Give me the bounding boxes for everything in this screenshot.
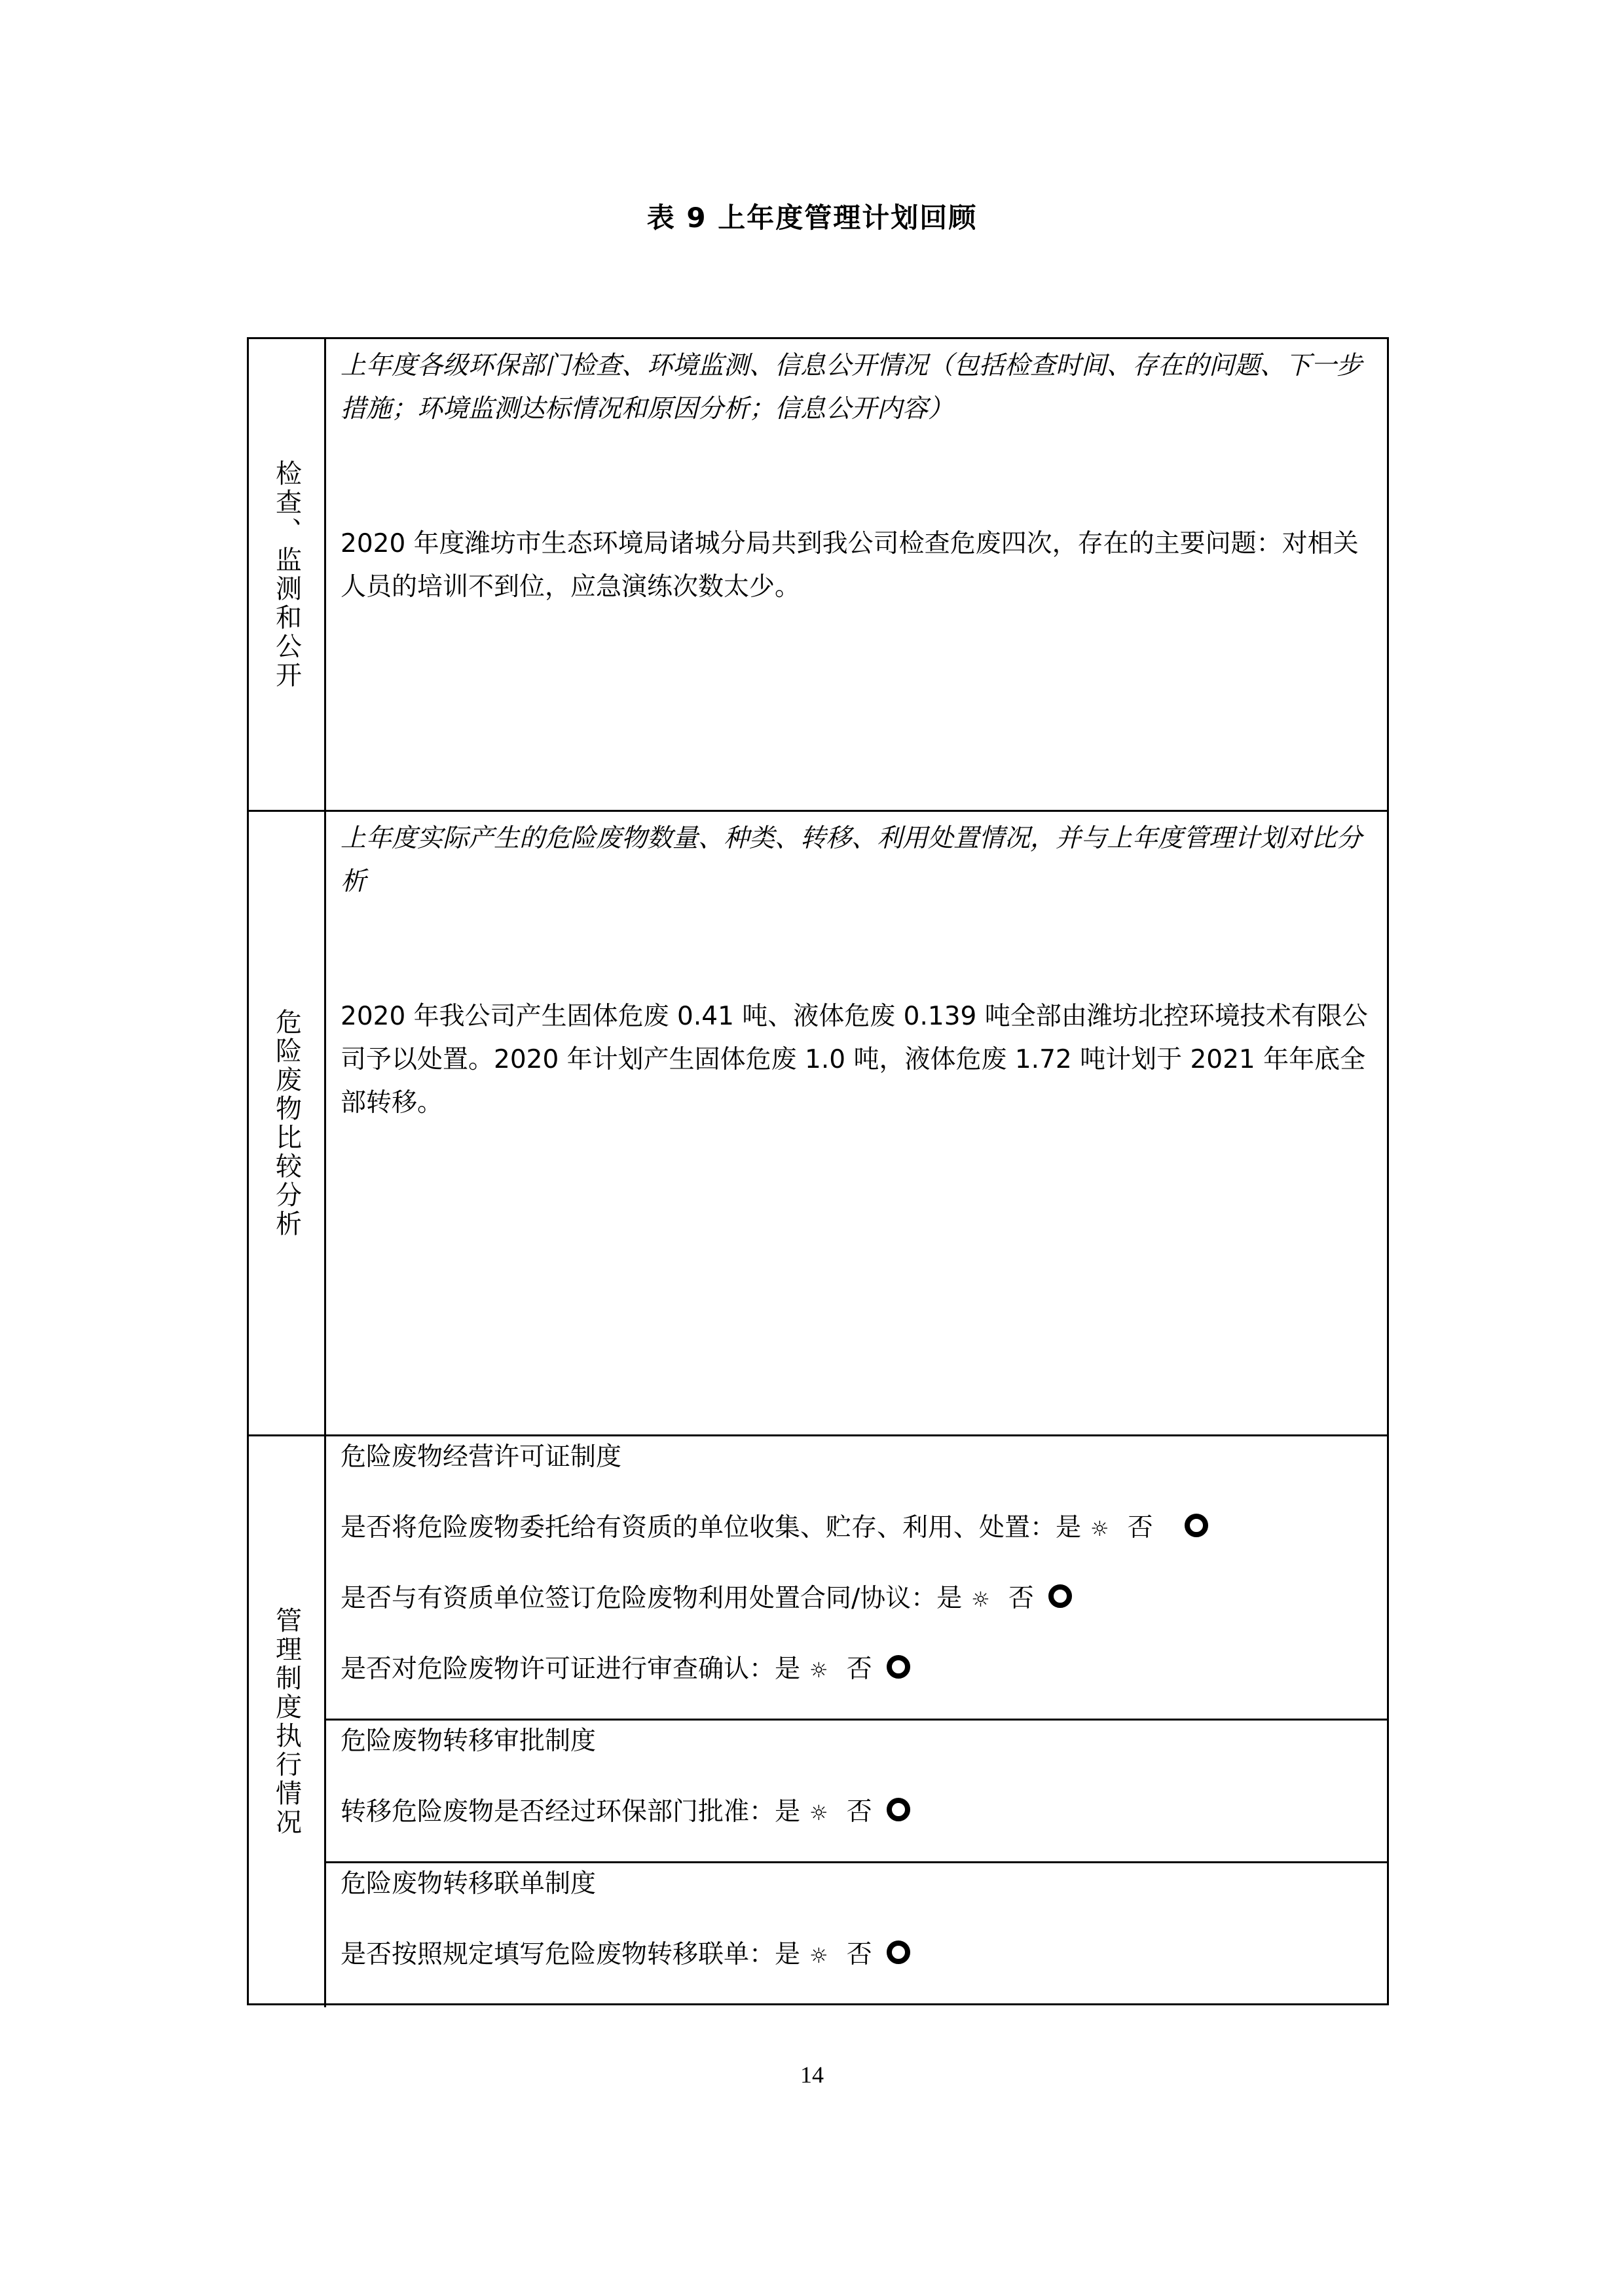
question-line <box>341 1937 1373 1974</box>
question-text: 是否对危险废物许可证进行审查确认： <box>341 1654 775 1684</box>
open-circle-icon[interactable]: ☼ <box>809 1943 828 1968</box>
open-circle-icon[interactable]: ☼ <box>809 1800 828 1825</box>
subsection-heading: 危险废物经营许可证制度 <box>341 1442 622 1472</box>
page-number: 14 <box>800 2062 824 2088</box>
filled-circle-icon[interactable] <box>887 1655 910 1679</box>
table-row <box>249 1436 1387 2007</box>
yes-label: 是 <box>936 1584 963 1613</box>
no-label: 否 <box>1008 1584 1034 1613</box>
section-prompt: 上年度实际产生的危险废物数量、种类、转移、利用处置情况，并与上年度管理计划对比分析 <box>341 824 1363 896</box>
subsection-license <box>326 1436 1387 1721</box>
yes-label: 是 <box>775 1940 801 1969</box>
filled-circle-icon[interactable] <box>1185 1514 1208 1537</box>
filled-circle-icon[interactable] <box>1048 1584 1072 1608</box>
question-line <box>341 1794 1373 1831</box>
table-row <box>249 339 1387 812</box>
filled-circle-icon[interactable] <box>887 1798 910 1821</box>
question-line <box>341 1651 1373 1688</box>
question-text: 是否将危险废物委托给有资质的单位收集、贮存、利用、处置： <box>341 1513 1056 1542</box>
no-label: 否 <box>846 1797 872 1827</box>
subsection-heading: 危险废物转移审批制度 <box>341 1726 597 1756</box>
question-text: 转移危险废物是否经过环保部门批准： <box>341 1797 775 1827</box>
no-label: 否 <box>846 1654 872 1684</box>
open-circle-icon[interactable]: ☼ <box>971 1587 990 1612</box>
question-line <box>341 1580 1373 1618</box>
subsection-transfer-approval <box>326 1721 1387 1863</box>
question-text: 是否与有资质单位签订危险废物利用处置合同/协议： <box>341 1584 937 1613</box>
question-text: 是否按照规定填写危险废物转移联单： <box>341 1940 775 1969</box>
row-label: 危险废物比较分析 <box>271 1008 302 1239</box>
open-circle-icon[interactable]: ☼ <box>1090 1516 1109 1541</box>
row-content-cell <box>326 339 1387 810</box>
no-label: 否 <box>846 1940 872 1969</box>
table-title: 表 9 上年度管理计划回顾 <box>646 202 978 234</box>
row-content-cell <box>326 1436 1387 2007</box>
open-circle-icon[interactable]: ☼ <box>809 1658 828 1683</box>
no-label: 否 <box>1127 1513 1153 1542</box>
row-label-cell <box>249 1436 326 2007</box>
section-prompt: 上年度各级环保部门检查、环境监测、信息公开情况（包括检查时间、存在的问题、下一步措施；环境监测达标情况和原因分析；信息公开内容） <box>341 351 1363 424</box>
row-label: 检查、监测和公开 <box>271 459 302 690</box>
subsection-heading: 危险废物转移联单制度 <box>341 1869 597 1899</box>
subsection-transfer-manifest <box>326 1863 1387 2007</box>
table-row <box>249 812 1387 1436</box>
section-content: 2020 年我公司产生固体危废 0.41 吨、液体危废 0.139 吨全部由潍坊北控环境技术有限公司予以处置。2020 年计划产生固体危废 1.0 吨，液体危废 1.72 吨计划于 2021 年年底全部转移。 <box>341 1002 1368 1118</box>
plan-review-table <box>247 337 1389 2005</box>
question-line <box>341 1510 1373 1547</box>
row-label: 管理制度执行情况 <box>271 1607 302 1837</box>
row-label-cell <box>249 812 326 1434</box>
section-content: 2020 年度潍坊市生态环境局诸城分局共到我公司检查危废四次，存在的主要问题：对相关人员的培训不到位，应急演练次数太少。 <box>341 529 1359 602</box>
row-content-cell <box>326 812 1387 1434</box>
yes-label: 是 <box>1056 1513 1082 1542</box>
row-label-cell <box>249 339 326 810</box>
yes-label: 是 <box>775 1654 801 1684</box>
yes-label: 是 <box>775 1797 801 1827</box>
filled-circle-icon[interactable] <box>887 1941 910 1964</box>
